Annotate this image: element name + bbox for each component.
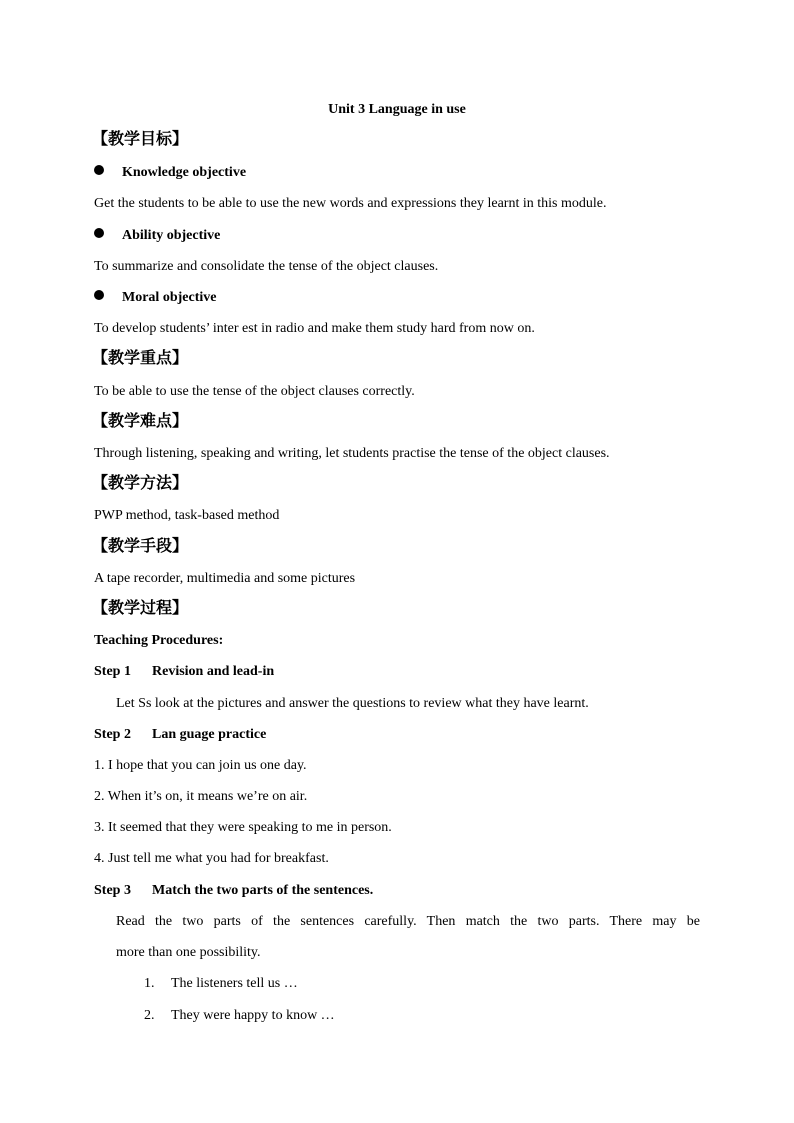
step2-heading xyxy=(94,726,266,744)
step3-text-line2: more than one possibility. xyxy=(116,945,261,960)
knowledge-objective-text: Get the students to be able to use the new words and expressions they learnt in this module. xyxy=(94,196,607,211)
moral-objective-text: To develop students’ inter est in radio and make them study hard from now on. xyxy=(94,321,535,336)
teaching-procedures-label: Teaching Procedures: xyxy=(94,633,224,648)
practice-item: 2. When it’s on, it means we’re on air. xyxy=(94,789,308,804)
match-item-number: 1. xyxy=(144,976,155,991)
step3-title: Match the two parts of the sentences. xyxy=(152,883,374,898)
step1-text: Let Ss look at the pictures and answer the questions to review what they have learnt. xyxy=(116,696,589,711)
match-item-text: They were happy to know … xyxy=(171,1008,335,1023)
difficulties-text: Through listening, speaking and writing, let students practise the tense of the object clauses. xyxy=(94,446,610,461)
ability-objective-text: To summarize and consolidate the tense of the object clauses. xyxy=(94,259,439,274)
match-item xyxy=(144,1007,335,1025)
step2-label: Step 2 xyxy=(94,727,131,742)
moral-objective-label: Moral objective xyxy=(122,290,217,305)
match-item-text: The listeners tell us … xyxy=(171,976,298,991)
match-item xyxy=(144,975,298,993)
match-item-number: 2. xyxy=(144,1008,155,1023)
ability-objective-item xyxy=(94,227,220,245)
knowledge-objective-item xyxy=(94,164,246,182)
bullet-icon xyxy=(94,228,104,238)
process-heading: 【教学过程】 xyxy=(92,600,189,617)
moral-objective-item xyxy=(94,289,216,307)
step3-text-line1: Read the two parts of the sentences carefully. Then match the two parts. There may be xyxy=(116,914,700,929)
means-heading: 【教学手段】 xyxy=(92,538,189,555)
page-title: Unit 3 Language in use xyxy=(328,102,466,117)
practice-item: 1. I hope that you can join us one day. xyxy=(94,758,307,773)
step2-title: Lan guage practice xyxy=(152,727,267,742)
bullet-icon xyxy=(94,165,104,175)
step1-label: Step 1 xyxy=(94,664,131,679)
step3-heading xyxy=(94,882,373,900)
methods-heading: 【教学方法】 xyxy=(92,475,189,492)
bullet-icon xyxy=(94,290,104,300)
knowledge-objective-label: Knowledge objective xyxy=(122,165,247,180)
step1-heading xyxy=(94,663,274,681)
difficulties-heading: 【教学难点】 xyxy=(92,413,189,430)
practice-item: 3. It seemed that they were speaking to me in person. xyxy=(94,820,392,835)
ability-objective-label: Ability objective xyxy=(122,228,221,243)
methods-text: PWP method, task-based method xyxy=(94,508,280,523)
objectives-heading: 【教学目标】 xyxy=(92,131,189,148)
step3-label: Step 3 xyxy=(94,883,131,898)
step1-title: Revision and lead-in xyxy=(152,664,275,679)
means-text: A tape recorder, multimedia and some pictures xyxy=(94,571,356,586)
key-points-heading: 【教学重点】 xyxy=(92,350,189,367)
practice-item: 4. Just tell me what you had for breakfast. xyxy=(94,851,329,866)
key-points-text: To be able to use the tense of the object clauses correctly. xyxy=(94,384,415,399)
